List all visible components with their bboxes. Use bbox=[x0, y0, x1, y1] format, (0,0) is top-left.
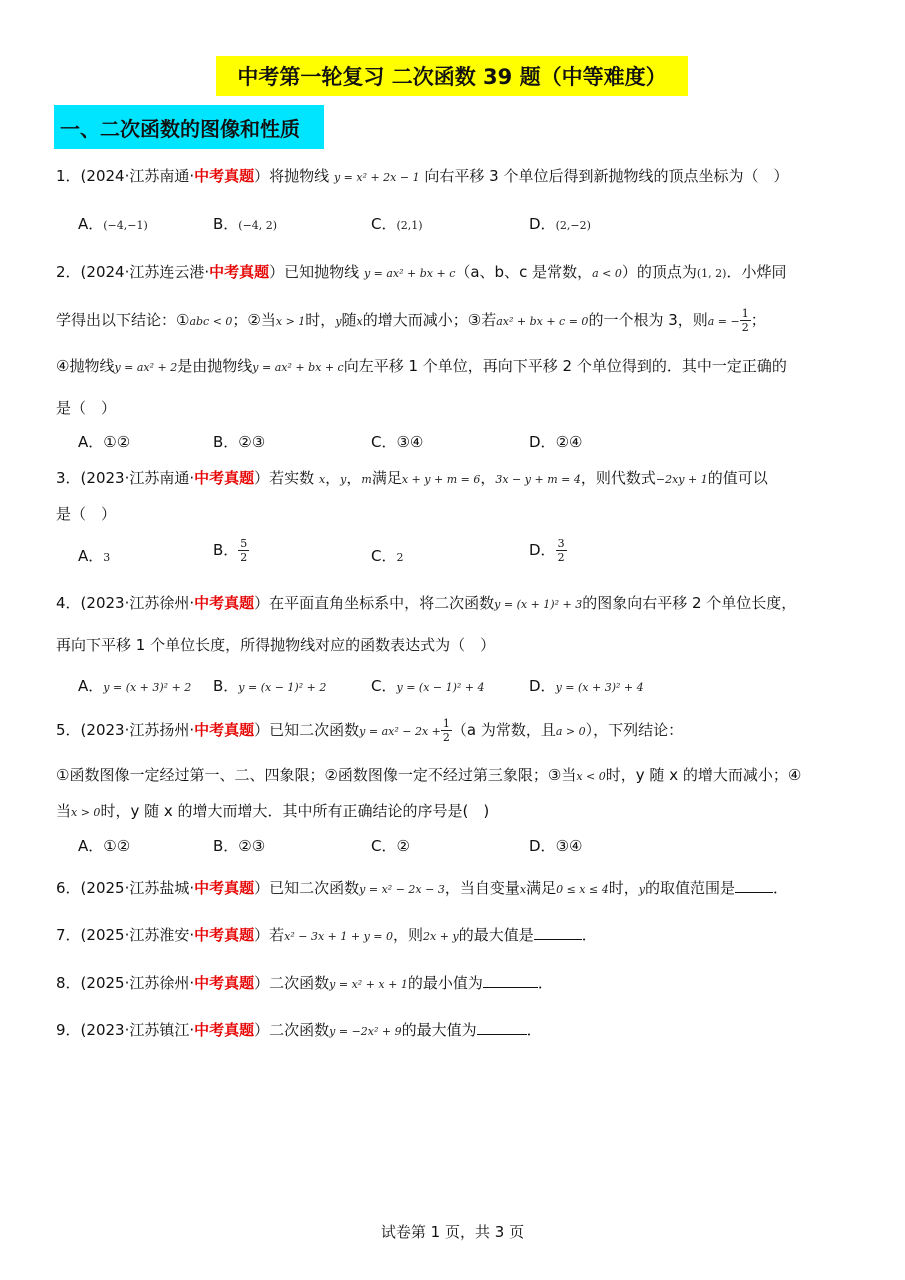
option-a: A．①② bbox=[78, 837, 131, 855]
question-2: 2．(2024·江苏连云港·中考真题）已知抛物线 y = ax² + bx + c（a、b、c 是常数，a < 0）的顶点为(1, 2)．小烨同 bbox=[56, 263, 787, 281]
option-c: C．(2,1) bbox=[371, 215, 423, 233]
option-b: B．y = (x − 1)² + 2 bbox=[213, 677, 327, 695]
option-d: D．y = (x + 3)² + 4 bbox=[529, 677, 644, 695]
question-8: 8．(2025·江苏徐州·中考真题）二次函数y = x² + x + 1的最小值为 ． bbox=[56, 974, 553, 992]
question-3: 3．(2023·江苏南通·中考真题）若实数 x，y，m满足x + y + m = 6，3x − y + m = 4，则代数式−2xy + 1的值可以 bbox=[56, 469, 768, 487]
option-c: C．2 bbox=[371, 547, 404, 565]
answer-blank[interactable] bbox=[477, 1033, 527, 1035]
option-d: D．②④ bbox=[529, 433, 583, 451]
answer-blank[interactable] bbox=[483, 986, 538, 988]
page-footer: 试卷第 1 页，共 3 页 bbox=[380, 1223, 525, 1241]
option-b: B．②③ bbox=[213, 433, 266, 451]
option-b: B．②③ bbox=[213, 837, 266, 855]
option-c: C．③④ bbox=[371, 433, 424, 451]
section-heading: 一、二次函数的图像和性质 bbox=[54, 105, 324, 149]
option-a: A．①② bbox=[78, 433, 131, 451]
question-7: 7．(2025·江苏淮安·中考真题）若x² − 3x + 1 + y = 0，则2x + y的最大值是 ． bbox=[56, 926, 597, 944]
question-3-line-2: 是（ ） bbox=[56, 505, 117, 523]
question-5-line-2: ①函数图像一定经过第一、二、四象限；②函数图像一定不经过第三象限；③当x < 0时，y 随 x 的增大而减小；④ bbox=[56, 766, 802, 784]
question-6: 6．(2025·江苏盐城·中考真题）已知二次函数y = x² − 2x − 3，当自变量x满足0 ≤ x ≤ 4时，y的取值范围是 ． bbox=[56, 879, 788, 897]
page-title: 中考第一轮复习 二次函数 39 题（中等难度） bbox=[216, 56, 688, 96]
option-c: C．y = (x − 1)² + 4 bbox=[371, 677, 485, 695]
option-a: A．(−4,−1) bbox=[78, 215, 148, 233]
fraction: $\frac{1}{2}$ bbox=[741, 307, 749, 334]
option-d: D．③④ bbox=[529, 837, 583, 855]
math-expression: y = x² + 2x − 1 bbox=[333, 171, 420, 184]
option-b: B． $\frac{5}{2}$ bbox=[213, 537, 248, 564]
option-c: C．② bbox=[371, 837, 410, 855]
option-a: A．3 bbox=[78, 547, 111, 565]
option-b: B．(−4, 2) bbox=[213, 215, 278, 233]
option-a: A．y = (x + 3)² + 2 bbox=[78, 677, 192, 695]
question-2-line-4: 是（ ） bbox=[56, 399, 117, 417]
question-5-line-3: 当x > 0时，y 随 x 的增大而增大．其中所有正确结论的序号是( ) bbox=[56, 802, 490, 820]
option-d: D．(2,−2) bbox=[529, 215, 591, 233]
question-1: 1．(2024·江苏南通·中考真题）将抛物线 y = x² + 2x − 1 向右平移 3 个单位后得到新抛物线的顶点坐标为（ ） bbox=[56, 167, 789, 185]
question-2-line-3: ④抛物线y = ax² + 2是由抛物线y = ax² + bx + c向左平移 1 个单位，再向下平移 2 个单位得到的．其中一定正确的 bbox=[56, 357, 787, 375]
question-5: 5．(2023·江苏扬州·中考真题）已知二次函数y = ax² − 2x + $\frac{1}{2}$ （a 为常数，且a > 0），下列结论： bbox=[56, 717, 684, 744]
question-9: 9．(2023·江苏镇江·中考真题）二次函数y = −2x² + 9的最大值为 ． bbox=[56, 1021, 542, 1039]
answer-blank[interactable] bbox=[735, 891, 773, 893]
option-d: D． $\frac{3}{2}$ bbox=[529, 537, 565, 564]
question-4: 4．(2023·江苏徐州·中考真题）在平面直角坐标系中，将二次函数y = (x + 1)² + 3的图象向右平移 2 个单位长度， bbox=[56, 594, 797, 612]
question-2-line-2: 学得出以下结论：①abc < 0；②当x > 1时，y随x的增大而减小；③若ax² + bx + c = 0的一个根为 3，则a = − $\frac{1}{2}$ ； bbox=[56, 307, 766, 334]
answer-blank[interactable] bbox=[534, 938, 582, 940]
question-4-line-2: 再向下平移 1 个单位长度，所得抛物线对应的函数表达式为（ ） bbox=[56, 636, 496, 654]
